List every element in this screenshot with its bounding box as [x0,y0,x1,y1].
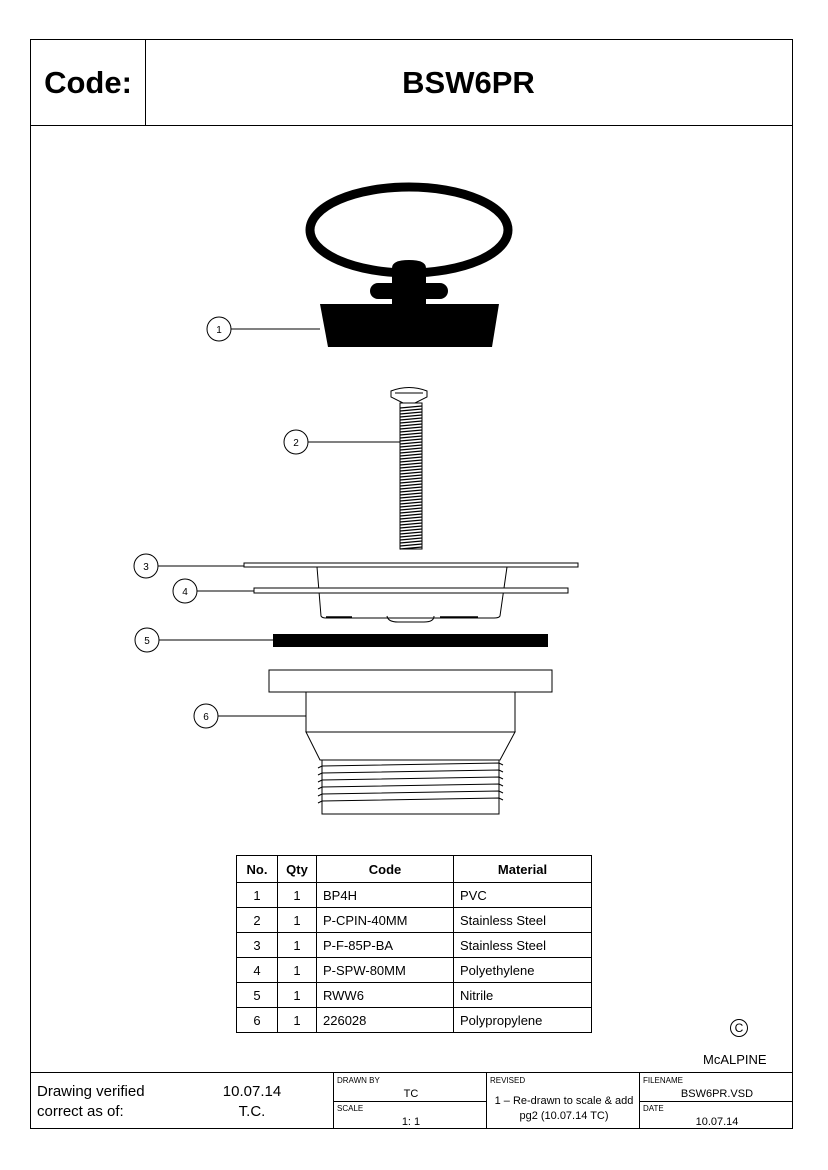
cell-qty: 1 [278,958,317,983]
drawn-by-label: DRAWN BY [337,1076,380,1085]
table-row [237,883,592,908]
parts-table [236,855,592,1033]
cell-no: 5 [237,983,278,1008]
part-2-screw [391,388,427,550]
cell-qty: 1 [278,933,317,958]
date-value: 10.07.14 [695,1116,739,1128]
part-5-seal [273,634,548,647]
leader-lines [158,329,400,716]
table-row [237,983,592,1008]
col-code: Code [317,856,454,883]
col-no: No. [237,856,278,883]
callout-1: 1 [216,325,222,336]
filename-value: BSW6PR.VSD [680,1088,754,1100]
cell-no: 4 [237,958,278,983]
table-row [237,958,592,983]
cell-qty: 1 [278,1008,317,1033]
cell-material: Nitrile [454,983,592,1008]
cell-material: Polyethylene [454,958,592,983]
revised-label: REVISED [490,1076,526,1085]
cell-qty: 1 [278,883,317,908]
cell-no: 1 [237,883,278,908]
cell-qty: 1 [278,983,317,1008]
cell-qty: 1 [278,908,317,933]
brand-name: McALPINE [703,1052,767,1067]
scale-value: 1: 1 [401,1116,421,1128]
cell-material: Polypropylene [454,1008,592,1033]
revised-box [486,1072,640,1129]
cell-no: 6 [237,1008,278,1033]
table-header-row [237,856,592,883]
filename-date-box [639,1072,793,1129]
cell-code: P-F-85P-BA [317,933,454,958]
cell-material: Stainless Steel [454,933,592,958]
table-row [237,933,592,958]
table-row [237,908,592,933]
cell-code: 226028 [317,1008,454,1033]
verification-box [30,1072,334,1129]
cell-code: RWW6 [317,983,454,1008]
callouts [134,317,308,728]
cell-code: P-CPIN-40MM [317,908,454,933]
product-code: BSW6PR [402,64,535,100]
col-qty: Qty [278,856,317,883]
table-row [237,1008,592,1033]
drawn-by-value: TC [403,1088,419,1100]
verified-label-line2: correct as of: [37,1103,124,1120]
callout-2: 2 [293,438,299,449]
drawn-scale-box [333,1072,487,1129]
cell-no: 2 [237,908,278,933]
callout-6: 6 [203,712,209,723]
copyright-icon: C [730,1019,748,1037]
part-1-plug [310,187,508,347]
filename-label: FILENAME [643,1076,684,1085]
callout-3: 3 [143,562,149,573]
verified-date: 10.07.14 [222,1083,282,1100]
part-4-washer [254,588,568,593]
revised-line2: pg2 (10.07.14 TC) [519,1110,609,1122]
scale-label: SCALE [337,1104,364,1113]
col-material: Material [454,856,592,883]
verified-label-line1: Drawing verified [37,1083,145,1100]
callout-4: 4 [182,587,188,598]
cell-no: 3 [237,933,278,958]
date-label: DATE [643,1104,664,1113]
revised-line1: 1 – Re-drawn to scale & add [494,1095,634,1107]
cell-material: Stainless Steel [454,908,592,933]
part-6-body [269,670,552,814]
code-label: Code: [31,40,146,125]
cell-code: BP4H [317,883,454,908]
callout-5: 5 [144,636,150,647]
verified-by: T.C. [238,1103,266,1120]
cell-code: P-SPW-80MM [317,958,454,983]
cell-material: PVC [454,883,592,908]
